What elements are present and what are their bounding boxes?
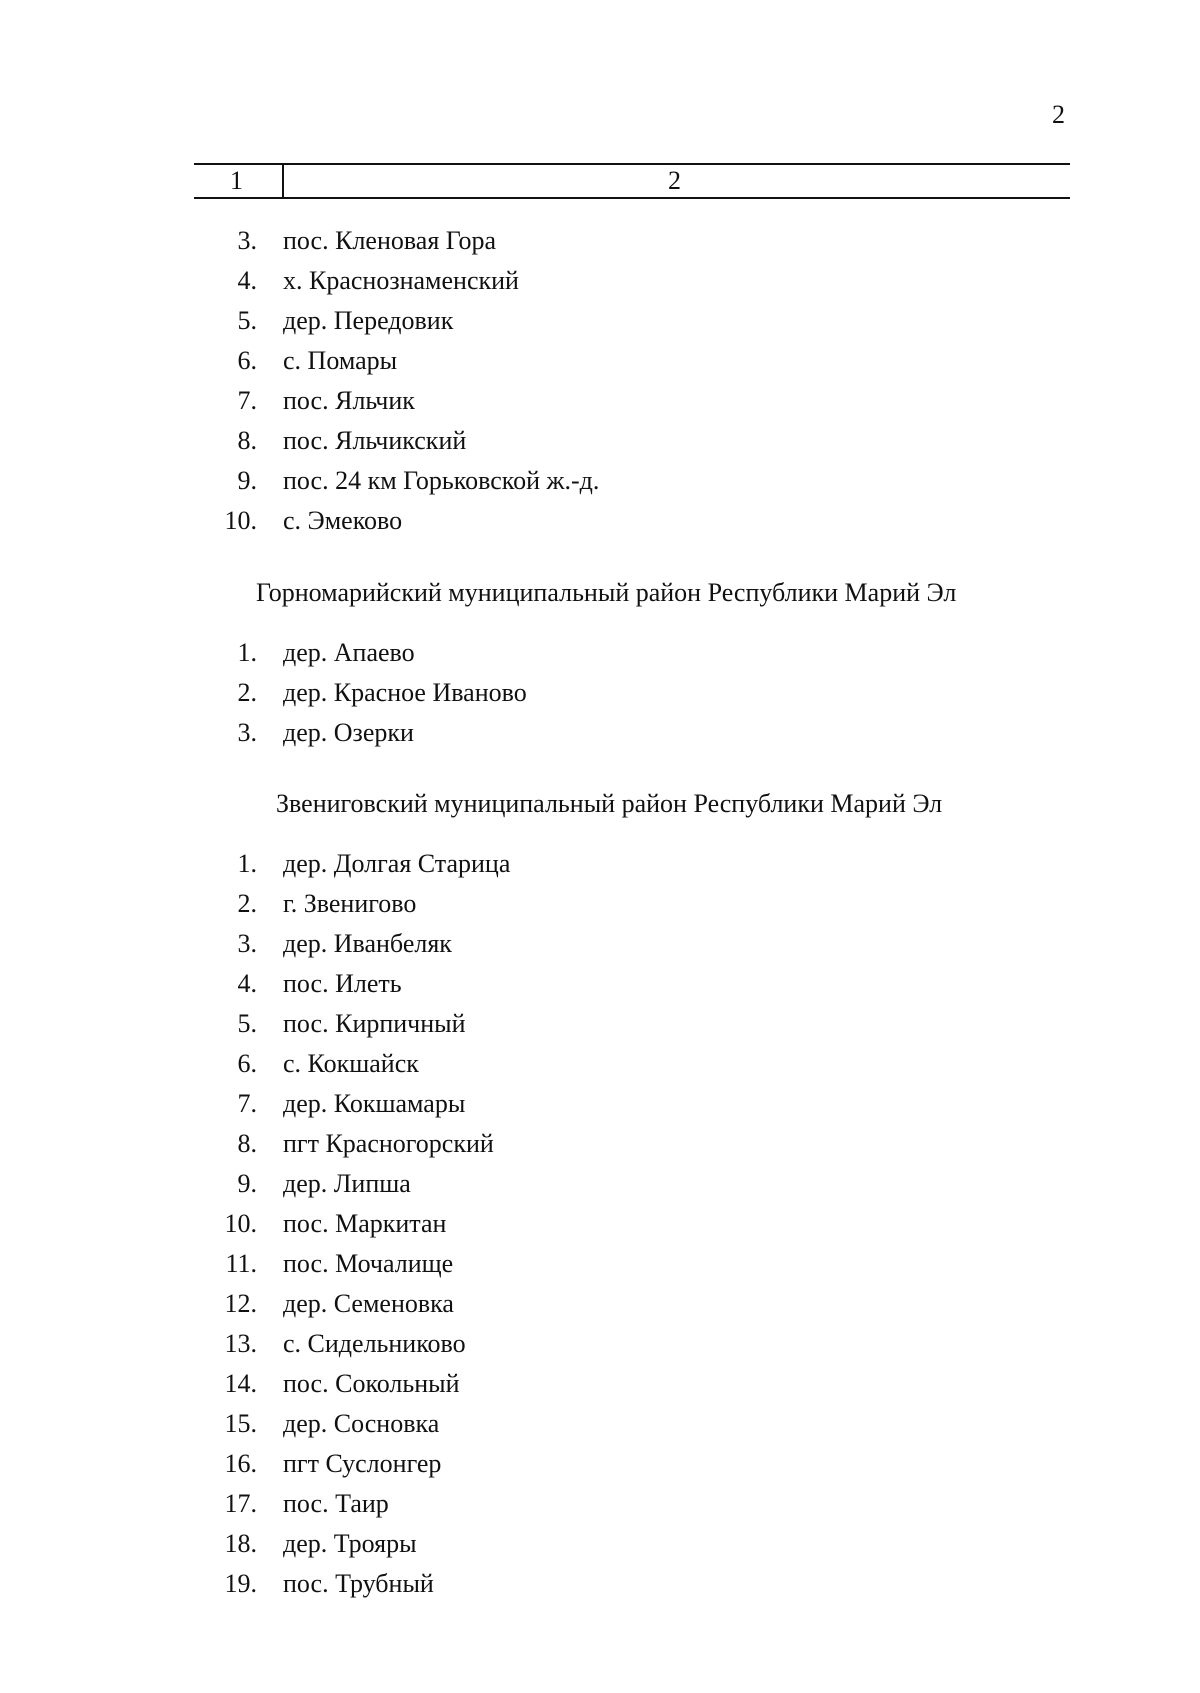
list-item — [0, 1124, 1200, 1164]
list-item — [0, 1404, 1200, 1444]
list-item — [0, 633, 1200, 673]
item-number: 8. — [237, 1129, 257, 1158]
item-number: 3. — [237, 226, 257, 255]
item-name: дер. Сосновка — [283, 1409, 440, 1438]
list-item — [0, 1524, 1200, 1564]
table-header — [194, 163, 1070, 199]
item-name: пос. 24 км Горьковской ж.-д. — [283, 466, 600, 495]
list-item — [0, 301, 1200, 341]
item-number: 12. — [224, 1289, 257, 1318]
list-item — [0, 461, 1200, 501]
item-name: пос. Таир — [283, 1489, 389, 1518]
list-item — [0, 1564, 1200, 1604]
item-name: пгт Суслонгер — [283, 1449, 442, 1478]
item-name: пос. Мочалище — [283, 1249, 454, 1278]
item-number: 4. — [237, 266, 257, 295]
item-name: х. Краснознаменский — [283, 266, 519, 295]
item-number: 16. — [224, 1449, 257, 1478]
section-heading-gornomariysky: Горномарийский муниципальный район Республики Марий Эл — [256, 578, 957, 607]
item-number: 2. — [237, 678, 257, 707]
item-number: 11. — [225, 1249, 257, 1278]
item-name: дер. Передовик — [283, 306, 454, 335]
list-item — [0, 1044, 1200, 1084]
item-number: 5. — [237, 1009, 257, 1038]
item-name: дер. Иванбеляк — [283, 929, 452, 958]
list-item — [0, 1244, 1200, 1284]
list-item — [0, 501, 1200, 541]
item-name: пгт Красногорский — [283, 1129, 494, 1158]
item-name: пос. Яльчик — [283, 386, 415, 415]
list-item — [0, 261, 1200, 301]
list-item — [0, 341, 1200, 381]
list-item — [0, 221, 1200, 261]
item-name: пос. Кирпичный — [283, 1009, 466, 1038]
item-number: 2. — [237, 889, 257, 918]
list-item — [0, 381, 1200, 421]
item-number: 7. — [237, 1089, 257, 1118]
item-name: дер. Трояры — [283, 1529, 417, 1558]
item-name: пос. Маркитан — [283, 1209, 447, 1238]
column-header-1: 1 — [230, 166, 243, 195]
section-heading-zvenigovsky: Звениговский муниципальный район Республики Марий Эл — [276, 789, 943, 818]
item-number: 6. — [237, 346, 257, 375]
column-header-2: 2 — [668, 166, 681, 195]
item-number: 14. — [224, 1369, 257, 1398]
item-number: 1. — [237, 638, 257, 667]
list-item — [0, 421, 1200, 461]
list-item — [0, 1364, 1200, 1404]
list-item — [0, 1004, 1200, 1044]
item-name: пос. Кленовая Гора — [283, 226, 497, 255]
list-item — [0, 1204, 1200, 1244]
item-number: 9. — [237, 466, 257, 495]
item-name: г. Звенигово — [283, 889, 417, 918]
item-number: 3. — [237, 718, 257, 747]
item-name: с. Кокшайск — [283, 1049, 419, 1078]
list-item — [0, 844, 1200, 884]
column-divider — [282, 165, 284, 197]
page-number: 2 — [1052, 100, 1065, 129]
item-number: 7. — [237, 386, 257, 415]
item-number: 17. — [224, 1489, 257, 1518]
item-name: дер. Долгая Старица — [283, 849, 511, 878]
item-number: 15. — [224, 1409, 257, 1438]
item-number: 5. — [237, 306, 257, 335]
item-name: пос. Трубный — [283, 1569, 434, 1598]
item-name: пос. Сокольный — [283, 1369, 460, 1398]
item-number: 9. — [237, 1169, 257, 1198]
item-number: 13. — [224, 1329, 257, 1358]
item-name: дер. Кокшамары — [283, 1089, 466, 1118]
item-number: 1. — [237, 849, 257, 878]
item-name: с. Помары — [283, 346, 398, 375]
item-number: 4. — [237, 969, 257, 998]
item-number: 6. — [237, 1049, 257, 1078]
list-item — [0, 924, 1200, 964]
item-name: дер. Апаево — [283, 638, 415, 667]
item-number: 10. — [224, 1209, 257, 1238]
list-item — [0, 964, 1200, 1004]
item-number: 10. — [224, 506, 257, 535]
item-number: 18. — [224, 1529, 257, 1558]
list-item — [0, 1084, 1200, 1124]
list-item — [0, 1444, 1200, 1484]
item-name: пос. Илеть — [283, 969, 402, 998]
list-item — [0, 884, 1200, 924]
item-name: пос. Яльчикский — [283, 426, 467, 455]
item-name: дер. Липша — [283, 1169, 411, 1198]
item-name: с. Сидельниково — [283, 1329, 466, 1358]
list-item — [0, 673, 1200, 713]
list-item — [0, 1284, 1200, 1324]
item-number: 3. — [237, 929, 257, 958]
item-name: дер. Семеновка — [283, 1289, 454, 1318]
item-name: дер. Красное Иваново — [283, 678, 527, 707]
item-name: дер. Озерки — [283, 718, 414, 747]
list-item — [0, 713, 1200, 753]
item-number: 19. — [224, 1569, 257, 1598]
item-name: с. Эмеково — [283, 506, 403, 535]
list-item — [0, 1164, 1200, 1204]
list-item — [0, 1324, 1200, 1364]
list-item — [0, 1484, 1200, 1524]
item-number: 8. — [237, 426, 257, 455]
